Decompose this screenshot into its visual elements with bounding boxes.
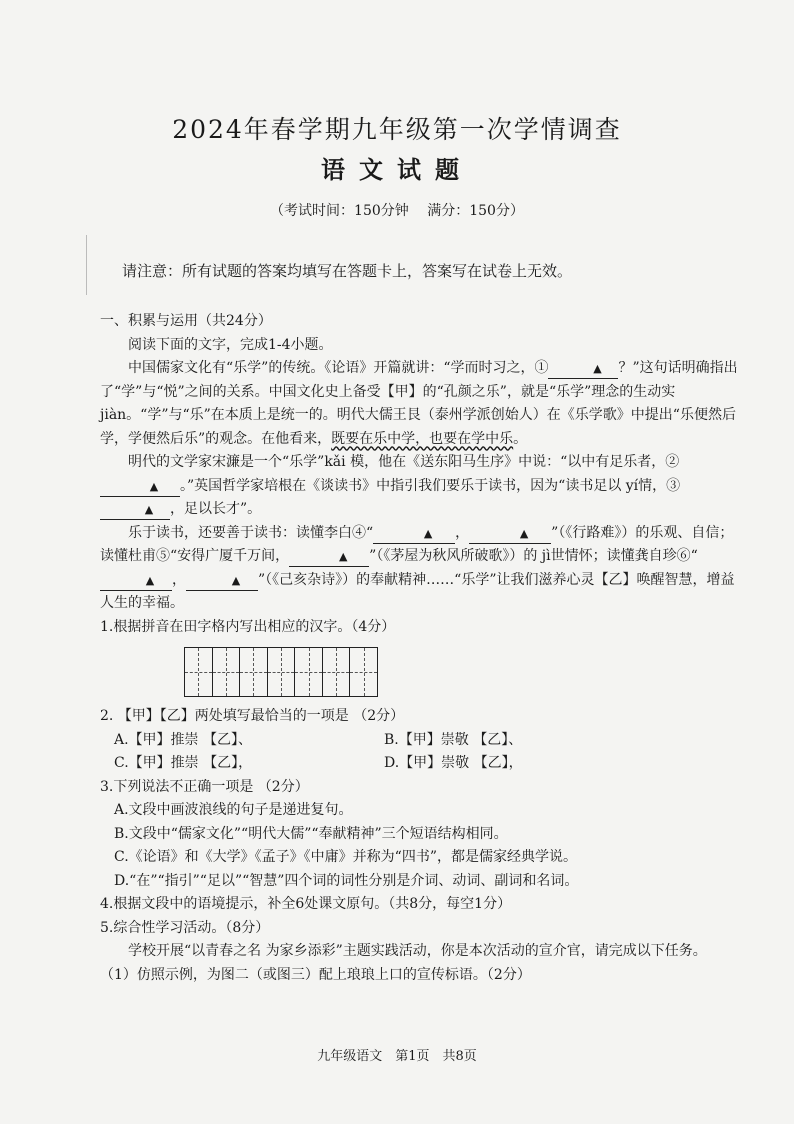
option-a[interactable]: A.文段中画波浪线的句子是递进复句。 (114, 802, 353, 818)
answer-blank-6b[interactable]: ▲ (186, 571, 258, 591)
answer-blank-6a[interactable]: ▲ (100, 571, 172, 591)
answer-blank-2[interactable]: ▲ (100, 477, 180, 497)
passage-paragraph-1: 中国儒家文化有“乐学”的传统。《论语》开篇就讲：“学而时习之，① ▲ ？”这句话明确指出了“学”与“悦”之间的关系。中国文化史上备受【甲】的“孔颜之乐”，就是“乐学”理念的生动实 jiàn。“学”与“乐”在本质上是统一的。明代大儒王艮（泰州学派创始人）在《乐学歌》中提出“乐便然后学，学便然后乐”的观念。在他看来，既要在乐中学，也要在学中乐。 (100, 360, 738, 447)
answer-blank-1[interactable]: ▲ (548, 359, 618, 379)
question-2: 2. 【甲】【乙】两处填写最恰当的一项是 （2分） (100, 708, 405, 724)
answer-blank-4b[interactable]: ▲ (469, 524, 551, 544)
page-footer: 九年级语文 第1页 共8页 (317, 1049, 477, 1064)
margin-mark (86, 235, 87, 295)
grid-cell[interactable] (239, 648, 267, 696)
question-5: 5.综合性学习活动。（8分） (100, 919, 270, 936)
option-a[interactable]: A.【甲】推崇 【乙】、 (114, 731, 253, 748)
option-b[interactable]: B.文段中“儒家文化”“明代大儒”“奉献精神”三个短语结构相同。 (114, 825, 508, 842)
exam-info: （考试时间：150分钟 满分：150分） (270, 203, 524, 219)
grid-cell[interactable] (349, 648, 377, 696)
question-1: 1.根据拼音在田字格内写出相应的汉字。（4分） (100, 618, 396, 635)
option-d[interactable]: D.【甲】崇敬 【乙】， (384, 755, 523, 771)
question-5-intro: 学校开展“以青春之名 为家乡添彩”主题实践活动，你是本次活动的宣介官，请完成以下任务。 (128, 943, 707, 959)
grid-cell[interactable] (212, 648, 240, 696)
grid-cell[interactable] (185, 648, 212, 696)
section-heading: 一、积累与运用（共24分） (100, 313, 272, 329)
passage-paragraph-2: 明代的文学家宋濂是一个“乐学”kǎi 模，他在《送东阳马生序》中说：“以中有足乐者，②▲ 。”英国哲学家培根在《谈读书》中指引我们要乐于读书，因为“读书足以 yí情，③▲ ，足以长才”。 (100, 451, 740, 522)
grid-cell[interactable] (294, 648, 322, 696)
question-5-1: （1）仿照示例，为图二（或图三）配上琅琅上口的宣传标语。（2分） (100, 966, 531, 983)
answer-blank-4a[interactable]: ▲ (373, 524, 455, 544)
question-4: 4.根据文段中的语境提示，补全6处课文原句。（共8分，每空1分） (100, 896, 512, 912)
reading-intro: 阅读下面的文字，完成1-4小题。 (128, 336, 333, 353)
wavy-underlined-sentence: 既要在乐中学，也要在学中乐 (331, 430, 514, 447)
tianzige-grid[interactable] (184, 647, 378, 697)
answer-blank-5[interactable]: ▲ (289, 547, 369, 567)
passage-paragraph-3: 乐于读书，还要善于读书：读懂李白④“ ▲ ， ▲ ”（《行路难》）的乐观、自信；读懂杜甫⑤“安得广厦千万间， ▲ ”（《茅屋为秋风所破歌》）的 jì世情怀；读懂龚自珍⑥“▲ ， ▲ ”（《己亥杂诗》）的奉献精神……“乐学”让我们滋养心灵【乙】唤醒智慧，增益人生的幸福。 (100, 524, 735, 611)
answer-blank-3[interactable]: ▲ (100, 500, 170, 520)
grid-cell[interactable] (322, 648, 350, 696)
question-3: 3.下列说法不正确一项是 （2分） (100, 778, 309, 795)
option-c[interactable]: C.《论语》和《大学》《孟子》《中庸》并称为“四书”，都是儒家经典学说。 (114, 849, 577, 865)
notice-text: 请注意：所有试题的答案均填写在答题卡上，答案写在试卷上无效。 (122, 262, 573, 280)
exam-title: 2024年春学期九年级第一次学情调查 (172, 115, 622, 144)
subject-title: 语文试题 (321, 155, 473, 184)
section-1 (100, 310, 740, 987)
question-2-options (100, 729, 740, 776)
option-d[interactable]: D.“在”“指引”“足以”“智慧”四个词的词性分别是介词、动词、副词和名词。 (114, 872, 579, 889)
option-b[interactable]: B.【甲】崇敬 【乙】、 (384, 731, 523, 748)
option-c[interactable]: C.【甲】推崇 【乙】， (114, 755, 253, 771)
grid-cell[interactable] (267, 648, 295, 696)
